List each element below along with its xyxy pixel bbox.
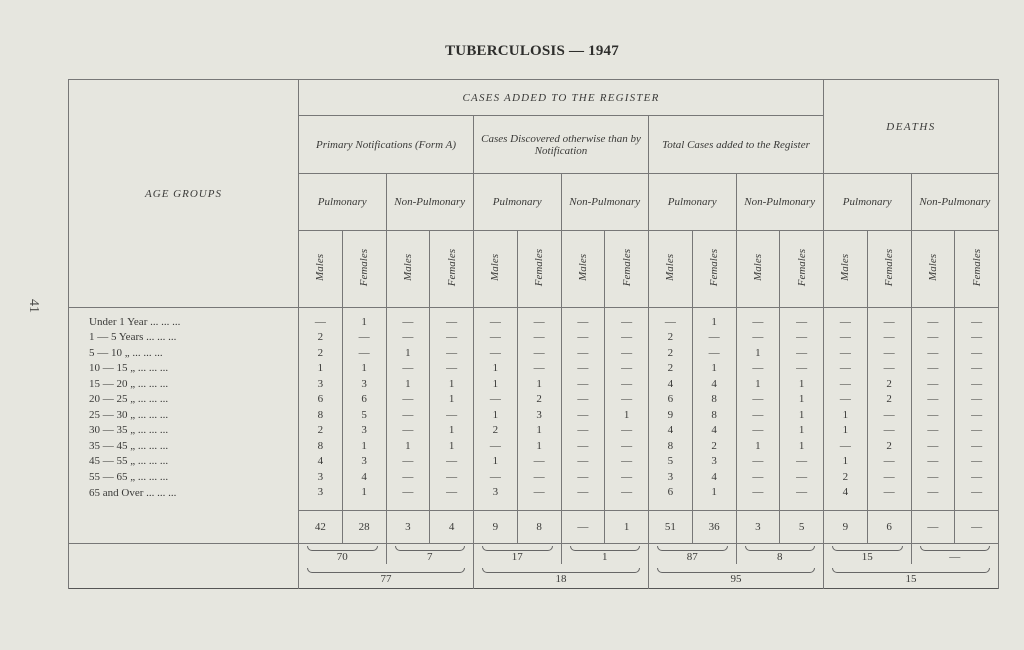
value-cell: —	[824, 376, 868, 392]
value-cell: 1	[517, 438, 561, 454]
age-group-cell: 10 — 15 „ ... ... ...	[69, 361, 299, 377]
value-cell: —	[430, 469, 474, 485]
value-cell: —	[386, 423, 430, 439]
females-header: Females	[445, 248, 458, 287]
age-group-cell: 30 — 35 „ ... ... ...	[69, 423, 299, 439]
value-cell: 5	[649, 454, 693, 470]
total-cell: —	[561, 511, 605, 544]
value-cell: —	[911, 407, 955, 423]
value-cell: 6	[299, 392, 343, 408]
value-cell: —	[474, 345, 518, 361]
subtotal-value: 7	[427, 550, 433, 563]
value-cell: —	[824, 308, 868, 330]
value-cell: —	[911, 469, 955, 485]
value-cell: 1	[430, 392, 474, 408]
value-cell: 2	[649, 345, 693, 361]
males-header: Males	[576, 254, 589, 281]
value-cell: —	[561, 485, 605, 511]
value-cell: 4	[692, 469, 736, 485]
value-cell: —	[430, 361, 474, 377]
value-cell: —	[561, 345, 605, 361]
females-header: Females	[620, 248, 633, 287]
subtotal-cell	[649, 544, 737, 565]
value-cell: —	[911, 376, 955, 392]
tuberculosis-table	[68, 79, 999, 589]
females-header: Females	[970, 248, 983, 287]
table-row	[69, 392, 999, 408]
non-pulmonary-header: Non-Pulmonary	[911, 174, 999, 231]
age-group-cell: 20 — 25 „ ... ... ...	[69, 392, 299, 408]
value-cell: 1	[430, 376, 474, 392]
total-cell: 28	[342, 511, 386, 544]
value-cell: 2	[517, 392, 561, 408]
value-cell: 1	[474, 376, 518, 392]
table-row	[69, 438, 999, 454]
value-cell: —	[561, 392, 605, 408]
value-cell: —	[955, 392, 999, 408]
age-group-cell: 65 and Over ... ... ...	[69, 485, 299, 511]
value-cell: —	[517, 485, 561, 511]
value-cell: —	[517, 345, 561, 361]
males-header: Males	[401, 254, 414, 281]
value-cell: 1	[342, 308, 386, 330]
page-number: 41	[26, 299, 41, 313]
pulmonary-header: Pulmonary	[474, 174, 562, 231]
value-cell: 4	[649, 376, 693, 392]
value-cell: 2	[649, 361, 693, 377]
value-cell: 4	[824, 485, 868, 511]
age-group-cell: 35 — 45 „ ... ... ...	[69, 438, 299, 454]
value-cell: 1	[342, 438, 386, 454]
value-cell: 1	[824, 407, 868, 423]
value-cell: 4	[692, 423, 736, 439]
females-header: Females	[708, 248, 721, 287]
non-pulmonary-header: Non-Pulmonary	[736, 174, 824, 231]
value-cell: —	[561, 361, 605, 377]
value-cell: 1	[692, 308, 736, 330]
table-row	[69, 423, 999, 439]
value-cell: 1	[824, 423, 868, 439]
value-cell: —	[474, 392, 518, 408]
value-cell: —	[299, 308, 343, 330]
value-cell: —	[430, 454, 474, 470]
total-cell: 36	[692, 511, 736, 544]
total-cell: 3	[736, 511, 780, 544]
males-header: Males	[664, 254, 677, 281]
total-cell: 6	[867, 511, 911, 544]
age-groups-header: AGE GROUPS	[69, 80, 299, 308]
value-cell: —	[824, 330, 868, 346]
value-cell: —	[342, 330, 386, 346]
total-cases-header: Total Cases added to the Register	[649, 116, 824, 174]
subtotal-value: 17	[511, 550, 523, 563]
value-cell: 1	[824, 454, 868, 470]
value-cell: —	[780, 469, 824, 485]
value-cell: 2	[299, 330, 343, 346]
value-cell: 3	[342, 454, 386, 470]
cases-added-header: CASES ADDED TO THE REGISTER	[299, 80, 824, 116]
value-cell: —	[824, 438, 868, 454]
value-cell: 1	[342, 485, 386, 511]
value-cell: —	[561, 454, 605, 470]
grand-total-cell	[824, 564, 999, 589]
value-cell: —	[386, 454, 430, 470]
females-header: Females	[883, 248, 896, 287]
subtotal-cell	[911, 544, 999, 565]
total-cell: 9	[824, 511, 868, 544]
pulmonary-header: Pulmonary	[299, 174, 387, 231]
value-cell: —	[911, 454, 955, 470]
table-row	[69, 485, 999, 511]
value-cell: 1	[342, 361, 386, 377]
value-cell: —	[911, 423, 955, 439]
value-cell: 2	[299, 423, 343, 439]
grand-total-cell	[649, 564, 824, 589]
value-cell: —	[911, 308, 955, 330]
value-cell: —	[517, 454, 561, 470]
value-cell: —	[955, 469, 999, 485]
value-cell: —	[867, 407, 911, 423]
value-cell: 1	[780, 376, 824, 392]
subtotal-value: 1	[602, 550, 608, 563]
value-cell: —	[430, 407, 474, 423]
totals-row	[69, 511, 999, 544]
value-cell: —	[692, 330, 736, 346]
table-body	[69, 308, 999, 511]
value-cell: —	[911, 345, 955, 361]
value-cell: —	[342, 345, 386, 361]
value-cell: 1	[430, 423, 474, 439]
females-header: Females	[795, 248, 808, 287]
value-cell: —	[736, 407, 780, 423]
value-cell: 3	[342, 376, 386, 392]
value-cell: —	[386, 485, 430, 511]
table-row	[69, 407, 999, 423]
value-cell: 2	[867, 392, 911, 408]
non-pulmonary-header: Non-Pulmonary	[386, 174, 474, 231]
total-cell: —	[955, 511, 999, 544]
value-cell: —	[561, 423, 605, 439]
value-cell: 1	[474, 454, 518, 470]
value-cell: —	[430, 330, 474, 346]
value-cell: 1	[474, 361, 518, 377]
age-group-cell: 5 — 10 „ ... ... ...	[69, 345, 299, 361]
value-cell: —	[911, 438, 955, 454]
value-cell: 3	[649, 469, 693, 485]
age-group-cell: 45 — 55 „ ... ... ...	[69, 454, 299, 470]
subtotal-cell	[299, 544, 387, 565]
value-cell: —	[517, 469, 561, 485]
value-cell: —	[386, 330, 430, 346]
value-cell: —	[955, 438, 999, 454]
total-cell: 4	[430, 511, 474, 544]
value-cell: —	[955, 407, 999, 423]
value-cell: 3	[517, 407, 561, 423]
value-cell: —	[867, 308, 911, 330]
value-cell: —	[780, 330, 824, 346]
age-group-cell: 25 — 30 „ ... ... ...	[69, 407, 299, 423]
total-cell: 1	[605, 511, 649, 544]
value-cell: —	[867, 454, 911, 470]
value-cell: —	[561, 376, 605, 392]
grand-total-cell	[474, 564, 649, 589]
table-row	[69, 330, 999, 346]
value-cell: —	[474, 438, 518, 454]
value-cell: 3	[342, 423, 386, 439]
value-cell: 8	[692, 407, 736, 423]
subtotal-cell	[474, 544, 562, 565]
value-cell: 1	[517, 423, 561, 439]
value-cell: —	[605, 392, 649, 408]
value-cell: 1	[517, 376, 561, 392]
value-cell: —	[386, 308, 430, 330]
total-cell: 51	[649, 511, 693, 544]
value-cell: 1	[386, 345, 430, 361]
value-cell: —	[605, 485, 649, 511]
value-cell: —	[517, 308, 561, 330]
females-header: Females	[358, 248, 371, 287]
value-cell: —	[780, 454, 824, 470]
value-cell: 2	[299, 345, 343, 361]
value-cell: —	[736, 485, 780, 511]
value-cell: 2	[824, 469, 868, 485]
value-cell: —	[736, 469, 780, 485]
table-row	[69, 308, 999, 330]
females-header: Females	[533, 248, 546, 287]
value-cell: —	[911, 392, 955, 408]
value-cell: —	[430, 485, 474, 511]
total-cell: 42	[299, 511, 343, 544]
totals-spacer	[69, 511, 299, 544]
value-cell: 2	[649, 330, 693, 346]
value-cell: 3	[299, 485, 343, 511]
value-cell: —	[474, 308, 518, 330]
value-cell: —	[561, 469, 605, 485]
value-cell: 1	[780, 392, 824, 408]
value-cell: —	[780, 308, 824, 330]
value-cell: 3	[299, 469, 343, 485]
value-cell: 2	[692, 438, 736, 454]
value-cell: —	[867, 345, 911, 361]
value-cell: 4	[299, 454, 343, 470]
value-cell: —	[867, 485, 911, 511]
subtotal-value: 8	[777, 550, 783, 563]
value-cell: —	[955, 454, 999, 470]
subtotal-cell	[736, 544, 824, 565]
age-group-cell: 1 — 5 Years ... ... ...	[69, 330, 299, 346]
value-cell: —	[867, 423, 911, 439]
value-cell: 3	[299, 376, 343, 392]
value-cell: 6	[649, 392, 693, 408]
value-cell: —	[605, 330, 649, 346]
table-row	[69, 345, 999, 361]
value-cell: —	[736, 308, 780, 330]
value-cell: —	[736, 361, 780, 377]
value-cell: —	[605, 376, 649, 392]
subtotal-cell	[386, 544, 474, 565]
value-cell: —	[430, 308, 474, 330]
grand-total-value: 95	[730, 572, 742, 585]
value-cell: 2	[867, 376, 911, 392]
grand-total-value: 77	[380, 572, 392, 585]
value-cell: 1	[780, 438, 824, 454]
value-cell: —	[955, 423, 999, 439]
value-cell: 6	[342, 392, 386, 408]
subtotals-spacer	[69, 544, 299, 565]
subtotal-cell	[561, 544, 649, 565]
grand-total-value: 15	[905, 572, 917, 585]
value-cell: 1	[736, 438, 780, 454]
non-pulmonary-header: Non-Pulmonary	[561, 174, 649, 231]
males-header: Males	[489, 254, 502, 281]
cases-discovered-header: Cases Discovered otherwise than by Notification	[474, 116, 649, 174]
males-header: Males	[314, 254, 327, 281]
value-cell: —	[430, 345, 474, 361]
value-cell: 1	[736, 376, 780, 392]
males-header: Males	[926, 254, 939, 281]
value-cell: —	[605, 423, 649, 439]
value-cell: —	[561, 407, 605, 423]
value-cell: —	[955, 345, 999, 361]
value-cell: —	[386, 361, 430, 377]
total-cell: 5	[780, 511, 824, 544]
males-header: Males	[839, 254, 852, 281]
subtotal-value: 87	[686, 550, 698, 563]
value-cell: —	[824, 345, 868, 361]
value-cell: —	[867, 361, 911, 377]
value-cell: —	[824, 361, 868, 377]
value-cell: —	[780, 361, 824, 377]
value-cell: —	[386, 469, 430, 485]
page-title: TUBERCULOSIS — 1947	[445, 43, 619, 59]
value-cell: 6	[649, 485, 693, 511]
value-cell: —	[649, 308, 693, 330]
value-cell: 1	[474, 407, 518, 423]
value-cell: 1	[692, 361, 736, 377]
value-cell: —	[736, 454, 780, 470]
value-cell: 1	[736, 345, 780, 361]
value-cell: —	[780, 345, 824, 361]
value-cell: —	[911, 361, 955, 377]
pulmonary-header: Pulmonary	[824, 174, 912, 231]
value-cell: 1	[430, 438, 474, 454]
value-cell: 1	[386, 438, 430, 454]
value-cell: 4	[649, 423, 693, 439]
value-cell: 8	[649, 438, 693, 454]
value-cell: —	[824, 392, 868, 408]
value-cell: —	[955, 376, 999, 392]
total-cell: 8	[517, 511, 561, 544]
value-cell: —	[474, 330, 518, 346]
value-cell: 4	[342, 469, 386, 485]
value-cell: —	[605, 438, 649, 454]
value-cell: —	[911, 485, 955, 511]
value-cell: 2	[867, 438, 911, 454]
table-row	[69, 376, 999, 392]
value-cell: 1	[692, 485, 736, 511]
value-cell: 8	[692, 392, 736, 408]
value-cell: —	[386, 392, 430, 408]
age-group-cell: 15 — 20 „ ... ... ...	[69, 376, 299, 392]
value-cell: 5	[342, 407, 386, 423]
grand-totals-spacer	[69, 564, 299, 589]
value-cell: —	[561, 330, 605, 346]
subtotal-value: —	[949, 550, 961, 563]
table-row	[69, 469, 999, 485]
value-cell: —	[561, 308, 605, 330]
value-cell: —	[386, 407, 430, 423]
value-cell: —	[736, 330, 780, 346]
value-cell: 8	[299, 407, 343, 423]
age-group-cell: 55 — 65 „ ... ... ...	[69, 469, 299, 485]
subtotal-value: 70	[336, 550, 348, 563]
value-cell: —	[605, 308, 649, 330]
value-cell: —	[561, 438, 605, 454]
value-cell: —	[955, 308, 999, 330]
value-cell: —	[474, 469, 518, 485]
value-cell: —	[867, 469, 911, 485]
value-cell: —	[605, 345, 649, 361]
value-cell: 1	[386, 376, 430, 392]
value-cell: —	[517, 330, 561, 346]
value-cell: —	[736, 423, 780, 439]
grand-total-cell	[299, 564, 474, 589]
subtotal-value: 15	[861, 550, 873, 563]
grand-total-value: 18	[555, 572, 567, 585]
value-cell: —	[955, 361, 999, 377]
value-cell: —	[736, 392, 780, 408]
grand-totals-row	[69, 564, 999, 589]
value-cell: 4	[692, 376, 736, 392]
value-cell: 1	[780, 423, 824, 439]
value-cell: 3	[692, 454, 736, 470]
value-cell: 1	[780, 407, 824, 423]
total-cell: —	[911, 511, 955, 544]
value-cell: —	[605, 469, 649, 485]
value-cell: —	[867, 330, 911, 346]
subtotals-row	[69, 544, 999, 565]
table-row	[69, 454, 999, 470]
primary-notifications-header: Primary Notifications (Form A)	[299, 116, 474, 174]
value-cell: 9	[649, 407, 693, 423]
deaths-header: DEATHS	[824, 80, 999, 174]
value-cell: 1	[605, 407, 649, 423]
pulmonary-header: Pulmonary	[649, 174, 737, 231]
total-cell: 3	[386, 511, 430, 544]
males-header: Males	[751, 254, 764, 281]
table-row	[69, 361, 999, 377]
value-cell: —	[517, 361, 561, 377]
total-cell: 9	[474, 511, 518, 544]
value-cell: 2	[474, 423, 518, 439]
value-cell: 1	[299, 361, 343, 377]
value-cell: —	[955, 485, 999, 511]
value-cell: —	[911, 330, 955, 346]
value-cell: —	[605, 361, 649, 377]
value-cell: —	[780, 485, 824, 511]
value-cell: —	[605, 454, 649, 470]
age-group-cell: Under 1 Year ... ... ...	[69, 308, 299, 330]
value-cell: —	[955, 330, 999, 346]
subtotal-cell	[824, 544, 912, 565]
value-cell: 3	[474, 485, 518, 511]
value-cell: 8	[299, 438, 343, 454]
value-cell: —	[692, 345, 736, 361]
